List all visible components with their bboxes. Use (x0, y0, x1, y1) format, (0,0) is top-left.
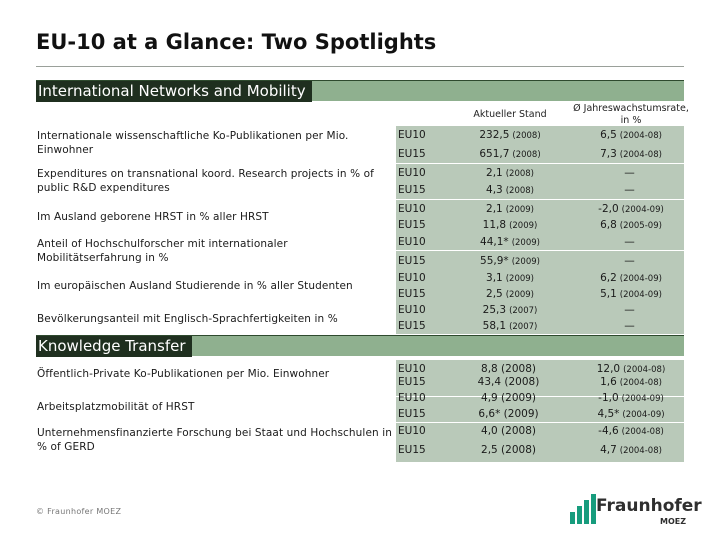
growth-rate-cell-value: — (624, 184, 635, 196)
region-cell: EU15 (398, 184, 426, 196)
region-cell: EU10 (398, 363, 426, 375)
current-value-cell-period: (2009) (509, 221, 538, 231)
region-cell: EU15 (398, 255, 426, 267)
section-title-transfer: Knowledge Transfer (36, 336, 192, 357)
current-value-cell-value: 2,5 (486, 288, 503, 300)
region-cell: EU15 (398, 444, 426, 456)
region-cell: EU10 (398, 392, 426, 404)
growth-rate-cell (578, 167, 684, 181)
current-value-cell-period: (2009) (511, 257, 540, 267)
region-cell: EU10 (398, 425, 426, 437)
current-value-cell-value: 232,5 (479, 129, 510, 141)
growth-rate-cell (578, 376, 684, 390)
current-value-cell-value: 43,4 (2008) (477, 376, 540, 388)
growth-rate-cell-value: 6,5 (600, 129, 617, 141)
current-value-cell (445, 444, 575, 458)
growth-rate-cell-value: -4,6 (598, 425, 619, 437)
current-value-cell-period: (2007) (509, 306, 538, 316)
growth-rate-cell (578, 408, 684, 422)
current-value-cell-period: (2007) (509, 322, 538, 332)
current-value-cell-value: 6,6* (2009) (478, 408, 539, 420)
growth-rate-cell (578, 148, 684, 162)
growth-rate-cell-period: (2004-09) (621, 205, 664, 215)
current-value-cell (445, 376, 575, 390)
region-cell: EU15 (398, 288, 426, 300)
section-bar-transfer (36, 335, 684, 356)
region-cell: EU15 (398, 408, 426, 420)
growth-rate-cell-period: (2004-08) (619, 150, 662, 160)
copyright-note: © Fraunhofer MOEZ (36, 507, 122, 516)
region-cell: EU10 (398, 272, 426, 284)
current-value-cell (445, 203, 575, 217)
growth-rate-cell-period: (2004-09) (622, 410, 665, 420)
growth-rate-cell-value: — (624, 304, 635, 316)
growth-rate-cell-value: -2,0 (598, 203, 619, 215)
region-cell: EU15 (398, 376, 426, 388)
growth-rate-cell (578, 272, 684, 286)
growth-rate-cell-period: (2004-09) (619, 290, 662, 300)
current-value-cell-period: (2009) (505, 205, 534, 215)
growth-rate-cell-value: — (624, 236, 635, 248)
growth-rate-cell-period: (2004-09) (621, 394, 664, 404)
title-divider (36, 66, 684, 67)
current-value-cell-value: 4,9 (2009) (481, 392, 536, 404)
growth-rate-cell-value: 4,7 (600, 444, 617, 456)
growth-rate-cell-value: 6,8 (600, 219, 617, 231)
header-growth: Ø Jahreswachstumsrate, in % (573, 103, 689, 126)
indicator-label-english-skills: Bevölkerungsanteil mit Englisch-Sprachfertigkeiten in % (37, 313, 338, 325)
growth-rate-cell (578, 392, 684, 406)
indicator-label-copublications: Internationale wissenschaftliche Ko-Publikationen per Mio. Einwohner (37, 130, 349, 156)
row-separator (396, 199, 684, 200)
current-value-cell (445, 167, 575, 181)
current-value-cell (445, 236, 575, 250)
growth-rate-cell-value: 6,2 (600, 272, 617, 284)
section-bar-mobility (36, 80, 684, 101)
page-title: EU-10 at a Glance: Two Spotlights (36, 30, 437, 54)
indicator-label-students-abroad: Im europäischen Ausland Studierende in % aller Studenten (37, 280, 353, 292)
fraunhofer-logo-icon (570, 494, 596, 524)
growth-rate-cell-period: (2005-09) (619, 221, 662, 231)
growth-rate-cell-value: — (624, 320, 635, 332)
current-value-cell-period: (2009) (511, 238, 540, 248)
current-value-cell-value: 55,9* (480, 255, 509, 267)
current-value-cell-period: (2008) (512, 131, 541, 141)
indicator-label-public-private-copublications: Öffentlich-Private Ko-Publikationen per Mio. Einwohner (37, 368, 330, 380)
logo-wordmark: Fraunhofer (596, 496, 702, 516)
growth-rate-cell-value: 12,0 (596, 363, 621, 375)
growth-rate-cell (578, 304, 684, 318)
growth-rate-cell (578, 203, 684, 217)
indicator-label-foreign-born-hrst: Im Ausland geborene HRST in % aller HRST (37, 211, 269, 223)
growth-rate-cell-period: (2004-08) (619, 446, 662, 456)
current-value-cell (445, 304, 575, 318)
current-value-cell (445, 363, 575, 377)
current-value-cell-value: 4,3 (486, 184, 503, 196)
growth-rate-cell (578, 363, 684, 377)
region-cell: EU10 (398, 304, 426, 316)
section-title-mobility: International Networks and Mobility (36, 81, 312, 102)
current-value-cell (445, 184, 575, 198)
current-value-cell (445, 288, 575, 302)
indicator-label-transnational-expenditures: Expenditures on transnational koord. Research projects in % of public R&D expenditures (37, 168, 374, 194)
row-separator (396, 422, 684, 423)
growth-rate-cell (578, 444, 684, 458)
current-value-cell (445, 255, 575, 269)
growth-rate-cell-value: -1,0 (598, 392, 619, 404)
region-cell: EU15 (398, 148, 426, 160)
indicator-label-researcher-mobility: Anteil of Hochschulforscher mit internationaler Mobilitätserfahrung in % (37, 238, 288, 264)
current-value-cell-value: 8,8 (2008) (481, 363, 536, 375)
row-separator (396, 163, 684, 164)
current-value-cell-value: 25,3 (482, 304, 507, 316)
growth-rate-cell (578, 184, 684, 198)
growth-rate-cell (578, 129, 684, 143)
current-value-cell-value: 2,1 (486, 203, 503, 215)
growth-rate-cell (578, 236, 684, 250)
growth-rate-cell-period: (2004-08) (619, 378, 662, 388)
current-value-cell-value: 11,8 (482, 219, 507, 231)
current-value-cell-period: (2008) (505, 186, 534, 196)
region-cell: EU15 (398, 219, 426, 231)
current-value-cell (445, 129, 575, 143)
current-value-cell-value: 4,0 (2008) (481, 425, 536, 437)
growth-rate-cell-period: (2004-08) (623, 365, 666, 375)
current-value-cell (445, 219, 575, 233)
current-value-cell-value: 3,1 (486, 272, 503, 284)
region-cell: EU10 (398, 167, 426, 179)
current-value-cell (445, 408, 575, 422)
header-current: Aktueller Stand (473, 109, 547, 120)
growth-rate-cell (578, 219, 684, 233)
growth-rate-cell-value: 5,1 (600, 288, 617, 300)
growth-rate-cell-period: (2004-09) (619, 274, 662, 284)
growth-rate-cell-value: — (624, 167, 635, 179)
current-value-cell-value: 651,7 (479, 148, 510, 160)
growth-rate-cell (578, 255, 684, 269)
logo-subtitle: MOEZ (660, 517, 687, 526)
growth-rate-cell-value: — (624, 255, 635, 267)
current-value-cell (445, 392, 575, 406)
region-cell: EU15 (398, 320, 426, 332)
region-cell: EU10 (398, 236, 426, 248)
row-separator (396, 250, 684, 251)
current-value-cell (445, 320, 575, 334)
growth-rate-cell (578, 288, 684, 302)
current-value-cell-value: 2,1 (486, 167, 503, 179)
growth-rate-cell-period: (2004-08) (621, 427, 664, 437)
current-value-cell (445, 425, 575, 439)
growth-rate-cell (578, 320, 684, 334)
region-cell: EU10 (398, 129, 426, 141)
current-value-cell-period: (2008) (505, 169, 534, 179)
region-cell: EU10 (398, 203, 426, 215)
current-value-cell-period: (2009) (505, 274, 534, 284)
current-value-cell-value: 58,1 (482, 320, 507, 332)
current-value-cell-period: (2008) (512, 150, 541, 160)
growth-rate-cell-value: 7,3 (600, 148, 617, 160)
current-value-cell (445, 148, 575, 162)
current-value-cell (445, 272, 575, 286)
indicator-label-business-funded-research: Unternehmensfinanzierte Forschung bei Staat und Hochschulen in % of GERD (37, 427, 392, 453)
current-value-cell-period: (2009) (505, 290, 534, 300)
growth-rate-cell (578, 425, 684, 439)
current-value-cell-value: 2,5 (2008) (481, 444, 536, 456)
growth-rate-cell-period: (2004-08) (619, 131, 662, 141)
fraunhofer-logo (570, 490, 700, 530)
current-value-cell-value: 44,1* (480, 236, 509, 248)
growth-rate-cell-value: 1,6 (600, 376, 617, 388)
growth-rate-cell-value: 4,5* (597, 408, 620, 420)
indicator-label-job-mobility: Arbeitsplatzmobilität of HRST (37, 401, 195, 413)
